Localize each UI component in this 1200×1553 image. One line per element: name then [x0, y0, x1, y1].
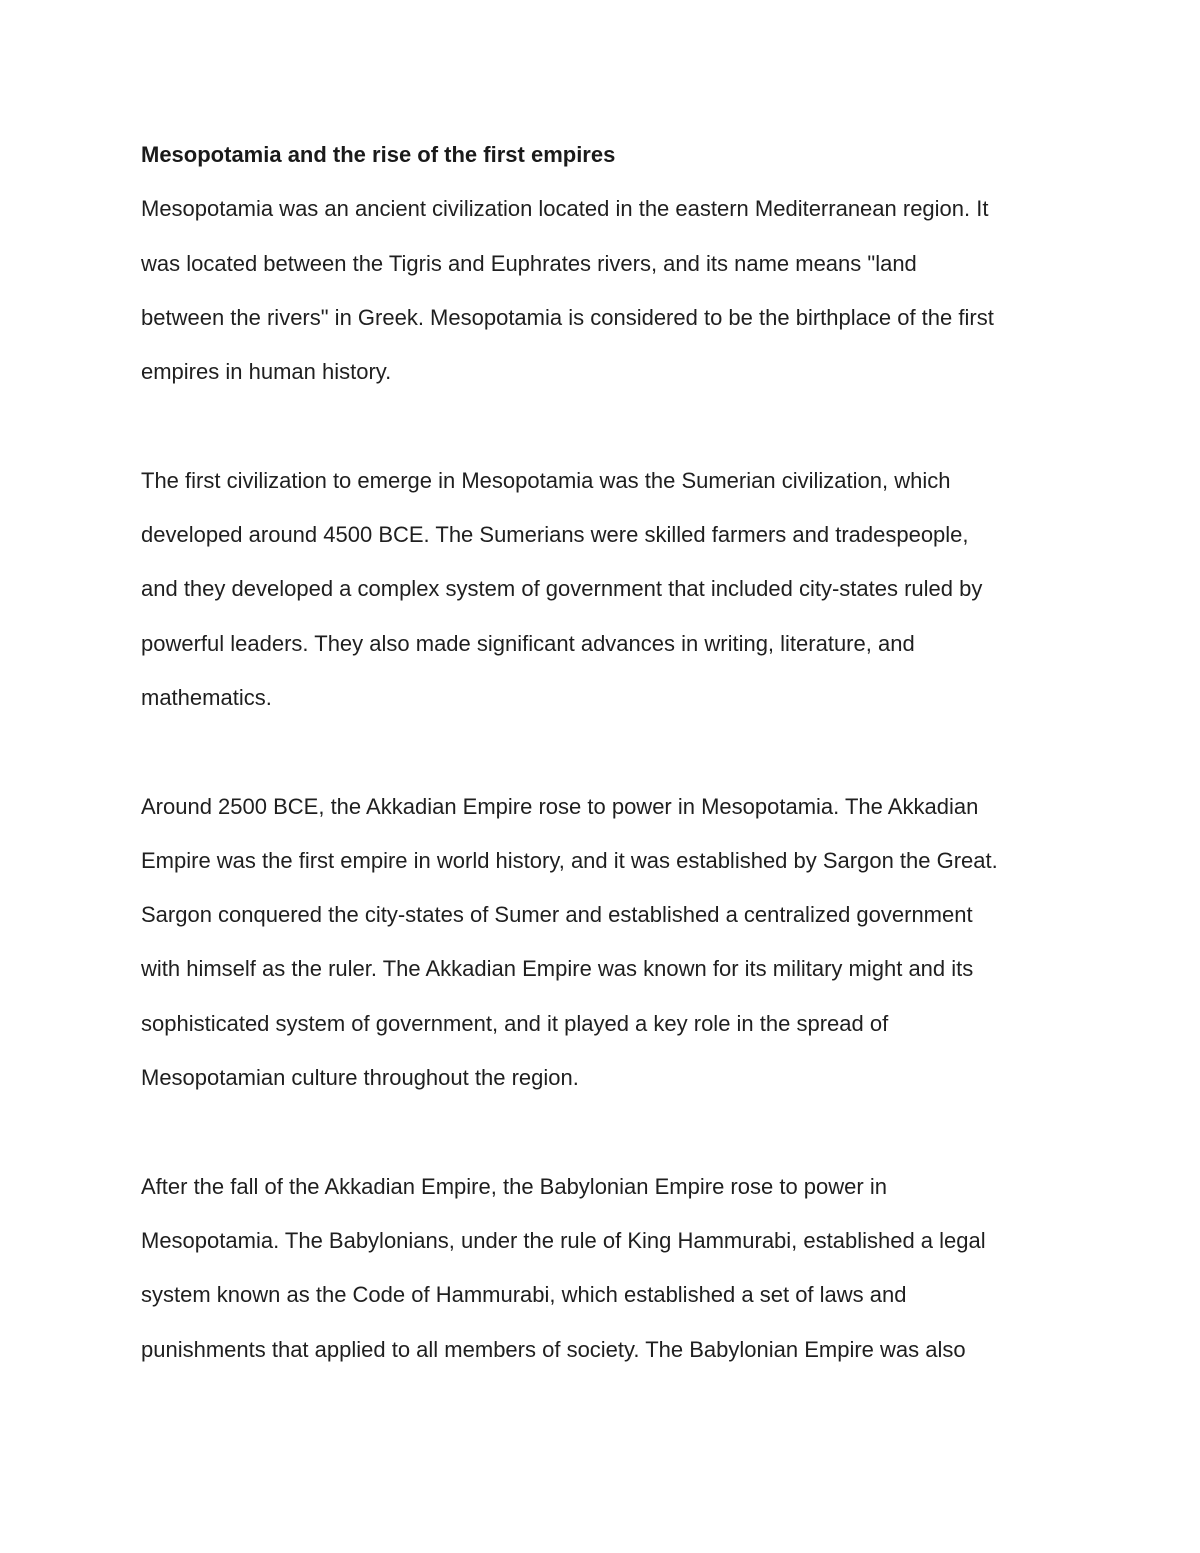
- paragraph-line: punishments that applied to all members of society. The Babylonian Empire was also: [141, 1336, 966, 1362]
- paragraph-intro: [141, 182, 1066, 399]
- paragraph-line: Mesopotamia was an ancient civilization located in the eastern Mediterranean region. It: [141, 196, 989, 222]
- paragraph-line: sophisticated system of government, and it played a key role in the spread of: [141, 1010, 889, 1036]
- paragraph-line: Mesopotamia. The Babylonians, under the rule of King Hammurabi, established a legal: [141, 1227, 986, 1253]
- paragraph-line: with himself as the ruler. The Akkadian Empire was known for its military might and its: [141, 956, 974, 982]
- paragraph-line: system known as the Code of Hammurabi, which established a set of laws and: [141, 1282, 907, 1308]
- paragraph-babylonian: [141, 1160, 1066, 1377]
- paragraph-line: empires in human history.: [141, 359, 392, 385]
- paragraph-line: mathematics.: [141, 684, 272, 710]
- paragraph-akkadian: [141, 780, 1066, 1106]
- paragraph-line: After the fall of the Akkadian Empire, the Babylonian Empire rose to power in: [141, 1173, 887, 1199]
- document-title: Mesopotamia and the rise of the first empires: [141, 142, 616, 167]
- paragraph-line: powerful leaders. They also made significant advances in writing, literature, and: [141, 630, 915, 656]
- paragraph-line: The first civilization to emerge in Mesopotamia was the Sumerian civilization, which: [141, 467, 951, 493]
- paragraph-spacer: [141, 399, 1066, 453]
- paragraph-line: Around 2500 BCE, the Akkadian Empire rose to power in Mesopotamia. The Akkadian: [141, 793, 979, 819]
- paragraph-spacer: [141, 725, 1066, 779]
- paragraph-spacer: [141, 1105, 1066, 1159]
- paragraph-line: Sargon conquered the city-states of Sumer and established a centralized government: [141, 902, 973, 928]
- paragraph-line: and they developed a complex system of government that included city-states ruled by: [141, 576, 983, 602]
- paragraph-line: was located between the Tigris and Euphrates rivers, and its name means "land: [141, 250, 917, 276]
- paragraph-line: developed around 4500 BCE. The Sumerians were skilled farmers and tradespeople,: [141, 522, 969, 548]
- paragraph-line: between the rivers" in Greek. Mesopotamia is considered to be the birthplace of the first: [141, 304, 994, 330]
- document-body: [141, 128, 1066, 1377]
- paragraph-line: Empire was the first empire in world history, and it was established by Sargon the Great.: [141, 847, 998, 873]
- paragraph-sumerian: [141, 454, 1066, 725]
- paragraph-line: Mesopotamian culture throughout the region.: [141, 1065, 579, 1091]
